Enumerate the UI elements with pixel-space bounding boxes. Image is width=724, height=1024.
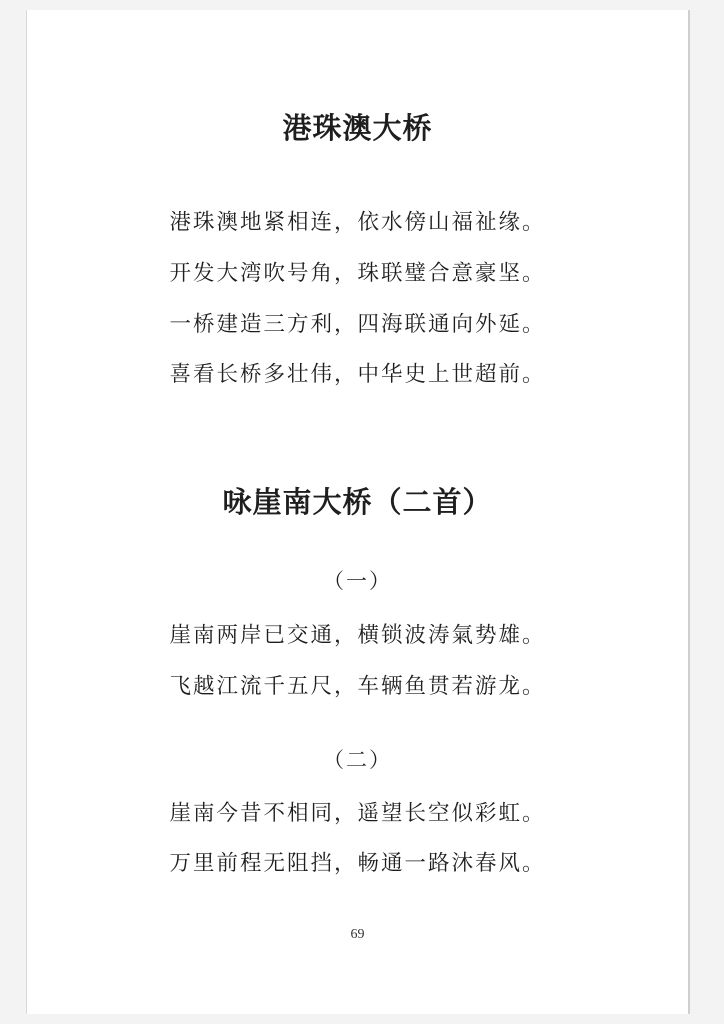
poem-line: 飞越江流千五尺，车辆鱼贯若游龙。 <box>169 674 546 699</box>
poem-line: 万里前程无阻挡，畅通一路沐春风。 <box>169 851 546 876</box>
poem-line: 港珠澳地紧相连，依水傍山福祉缘。 <box>169 210 546 235</box>
page-number: 69 <box>350 927 365 942</box>
poem-line: 一桥建造三方利，四海联通向外延。 <box>169 312 546 337</box>
poem-part-label: （二） <box>323 748 392 772</box>
poem-line: 开发大湾吹号角，珠联璧合意豪坚。 <box>169 261 546 286</box>
poem-part-label: （一） <box>323 569 392 593</box>
poem-line: 崖南两岸已交通，横锁波涛氣势雄。 <box>169 623 546 648</box>
poem-title: 咏崖南大桥（二首） <box>222 485 493 519</box>
poem-title: 港珠澳大桥 <box>282 111 433 145</box>
poem-line: 喜看长桥多壮伟，中华史上世超前。 <box>169 362 546 387</box>
poem-line: 崖南今昔不相同，遥望长空似彩虹。 <box>169 801 546 826</box>
book-page <box>26 10 690 1014</box>
